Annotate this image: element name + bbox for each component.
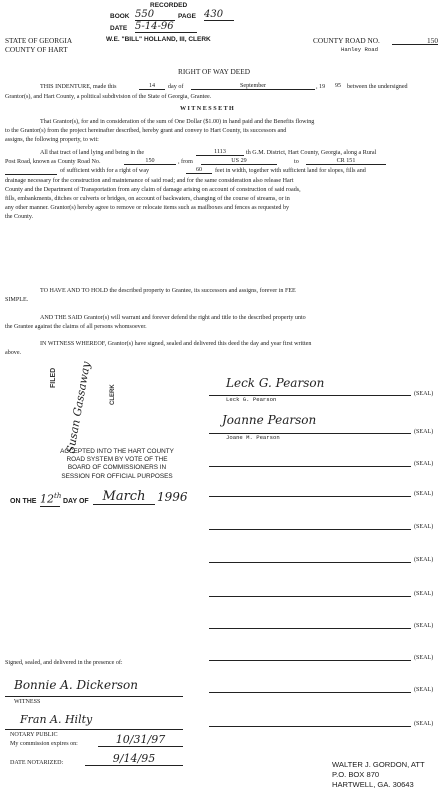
date-label: DATE: [110, 25, 128, 32]
acceptance-line-2: ROAD SYSTEM BY VOTE OF THE: [66, 456, 168, 464]
tract-road-number: 150: [124, 158, 176, 165]
commission-expires-date: 10/31/97: [98, 733, 183, 747]
seal-label-3: (SEAL): [414, 461, 434, 467]
seal-label-6: (SEAL): [414, 557, 434, 563]
clerk-name: W.E. "BILL" HOLLAND, III, CLERK: [106, 36, 211, 43]
deed-title: RIGHT OF WAY DEED: [178, 67, 250, 76]
right-of-way-width: 60: [186, 167, 212, 174]
acceptance-day-number: 12: [40, 492, 54, 506]
acceptance-day-suffix: th: [54, 492, 62, 500]
signature-line-5: [209, 529, 411, 530]
acceptance-on-label: ON THE: [10, 498, 37, 505]
habendum-paragraph: [5, 287, 441, 305]
witness-signature-line: [5, 696, 183, 697]
tract-line-6: fills, embankments, ditches or culverts or bridges, on account of backwaters, changing of the course of streams, or in: [5, 196, 290, 203]
consideration-line-1: That Grantor(s), for and in consideration of the sum of One Dollar ($1.00) in hand paid and the Benefits flowing: [40, 119, 315, 125]
signature-line-7: [209, 596, 411, 597]
witness-clause-paragraph: [5, 340, 441, 358]
deed-month: September: [191, 83, 315, 90]
acceptance-line-1: ACCEPTED INTO THE HART COUNTY: [60, 448, 174, 455]
tract-to: CR 151: [306, 158, 386, 165]
indenture-text-1: THIS INDENTURE, made this: [40, 84, 117, 90]
tract-text-5: to: [294, 159, 299, 165]
acceptance-line-4: SESSION FOR OFFICIAL PURPOSES: [61, 472, 173, 480]
signature-line-6: [209, 562, 411, 563]
filed-stamp-clerk: CLERK: [110, 384, 116, 405]
signature-line-8: [209, 628, 411, 629]
seal-label-8: (SEAL): [414, 623, 434, 629]
road-number: 150: [392, 37, 438, 45]
acceptance-month: March: [93, 489, 155, 505]
tract-text-3: Post Road, known as County Road No.: [5, 159, 101, 165]
acceptance-stamp: [28, 448, 206, 481]
seal-label-7: (SEAL): [414, 591, 434, 597]
page-label: PAGE: [178, 13, 196, 20]
tract-line-8: the County.: [5, 214, 34, 221]
notary-label: NOTARY PUBLIC: [10, 732, 58, 738]
consideration-paragraph: [5, 118, 441, 145]
gm-district: 1113: [196, 149, 244, 156]
habendum-line-2: SIMPLE.: [5, 297, 29, 304]
tract-text-1: All that tract of land lying and being in the: [40, 150, 145, 156]
acceptance-dayof-label: DAY OF: [63, 498, 89, 505]
deed-year: 95: [335, 83, 342, 89]
grantor-1-typed-name: Leck G. Pearson: [226, 396, 277, 403]
tract-text-2: th G.M. District, Hart County, Georgia, along a Rural: [246, 150, 377, 156]
seal-label-5: (SEAL): [414, 524, 434, 530]
grantor-1-signature: Leck G. Pearson: [226, 376, 325, 390]
acceptance-line-3: BOARD OF COMMISSIONERS IN: [67, 464, 167, 472]
tract-text-7: feet in width, together with sufficient land for slopes, fills and: [215, 168, 366, 174]
acceptance-year: 1996: [157, 490, 188, 504]
page-number: 430: [204, 9, 234, 21]
date-notarized-label: DATE NOTARIZED:: [10, 760, 64, 766]
road-name: Hanley Road: [341, 46, 378, 53]
seal-label-10: (SEAL): [414, 687, 434, 693]
date-notarized: 9/14/95: [85, 752, 183, 766]
filed-stamp-signature: Susan Gassaway: [64, 360, 93, 455]
witness-clause-line-1: IN WITNESS WHEREOF, Grantor(s) have signed, sealed and delivered this deed the day and year first written: [40, 341, 312, 347]
attorney-name: WALTER J. GORDON, ATT: [332, 760, 425, 769]
signature-line-10: [209, 692, 411, 693]
notary-signature: Fran A. Hilty: [20, 713, 93, 726]
attorney-block: [332, 760, 425, 790]
presence-statement: Signed, sealed, and delivered in the presence of:: [5, 660, 123, 666]
seal-label-4: (SEAL): [414, 491, 434, 497]
road-number-label: COUNTY ROAD NO.: [313, 36, 380, 45]
seal-label-11: (SEAL): [414, 721, 434, 727]
filed-stamp-label: FILED: [50, 367, 57, 388]
state-label: STATE OF GEORGIA: [5, 36, 73, 45]
consideration-line-3: assigns, the following property, to wit:: [5, 137, 99, 144]
witness-signature: Bonnie A. Dickerson: [14, 678, 138, 692]
indenture-text-4: between the undersigned: [347, 84, 408, 90]
grantor-2-typed-name: Joane M. Pearson: [226, 434, 280, 441]
recorded-date: 5-14-96: [135, 21, 197, 33]
habendum-line-1: TO HAVE AND TO HOLD the described property to Grantee, its successors and assigns, forever in FEE: [40, 288, 296, 294]
signature-line-9: [209, 660, 411, 661]
warranty-line-1: AND THE SAID Grantor(s) will warrant and forever defend the right and title to the described property unto: [40, 315, 306, 321]
indenture-line-2: Grantor(s), and Hart County, a political subdivision of the State of Georgia, Grantee.: [5, 94, 212, 100]
grantor-2-signature: Joanne Pearson: [222, 413, 317, 427]
tract-paragraph: [5, 177, 441, 222]
seal-label-1: (SEAL): [414, 391, 434, 397]
warranty-paragraph: [5, 314, 441, 332]
seal-label-9: (SEAL): [414, 655, 434, 661]
commission-expires-label: My commission expires on:: [10, 741, 78, 747]
seal-label-2: (SEAL): [414, 429, 434, 435]
consideration-line-2: to the Grantor(s) from the project hereinafter described, hereby grant and convey to Hart County, its successors and: [5, 128, 287, 135]
witnesseth-heading: W I T N E S S E T H: [180, 106, 234, 112]
tract-from: US 29: [201, 158, 277, 165]
attorney-city: HARTWELL, GA. 30643: [332, 780, 414, 789]
witness-label: WITNESS: [14, 699, 41, 705]
book-label: BOOK: [110, 13, 130, 20]
attorney-po-box: P.O. BOX 870: [332, 770, 380, 779]
indenture-text-3: , 19: [316, 84, 326, 90]
warranty-line-2: the Grantee against the claims of all persons whomsoever.: [5, 324, 147, 331]
signature-line-4: [209, 496, 411, 497]
recorded-title: RECORDED: [150, 2, 188, 9]
tract-text-6: of sufficient width for a right of way: [60, 168, 150, 174]
tract-text-4: , from: [178, 159, 193, 165]
signature-line-11: [209, 726, 411, 727]
tract-blank-line: [5, 174, 57, 175]
tract-line-5: County and the Department of Transportation from any claim of damage arising on account of construction of said roads,: [5, 187, 301, 194]
tract-line-7: any other manner. Grantor(s) hereby agree to remove or relocate items such as mailboxes and fences as requested by: [5, 205, 290, 212]
witness-clause-line-2: above.: [5, 350, 22, 357]
signature-line-3: [209, 466, 411, 467]
acceptance-day: [40, 492, 60, 507]
indenture-text-2: day of: [168, 84, 184, 90]
book-number: 550: [135, 9, 175, 21]
notary-signature-line: [5, 729, 183, 730]
deed-day: 14: [139, 83, 165, 90]
tract-line-4: drainage necessary for the construction and maintenance of said road; and for the same consideration also release Hart: [5, 178, 294, 184]
county-label: COUNTY OF HART: [5, 45, 68, 54]
